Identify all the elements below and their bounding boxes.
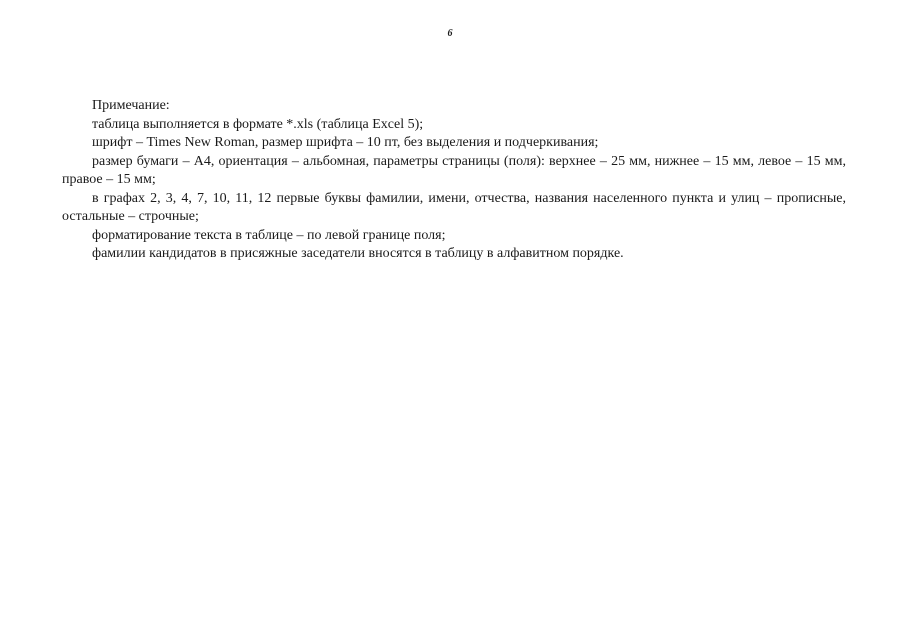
- note-item-paper-size: размер бумаги – А4, ориентация – альбомная, параметры страницы (поля): верхнее – 25 мм, нижнее – 15 мм, левое – 15 мм, правое – 15 мм;: [62, 153, 846, 187]
- note-item-font: шрифт – Times New Roman, размер шрифта – 10 пт, без выделения и подчеркивания;: [92, 135, 599, 150]
- note-heading: Примечание:: [92, 98, 170, 113]
- note-item-capitalization: в графах 2, 3, 4, 7, 10, 11, 12 первые буквы фамилии, имени, отчества, названия населенного пункта и улиц – прописные, остальные – строчные;: [62, 190, 846, 224]
- note-block: [62, 97, 846, 264]
- note-item-file-format: таблица выполняется в формате *.xls (таблица Excel 5);: [92, 116, 424, 132]
- note-item-alignment: форматирование текста в таблице – по левой границе поля;: [92, 227, 446, 243]
- note-item-alphabetical-order: фамилии кандидатов в присяжные заседатели вносятся в таблицу в алфавитном порядке.: [92, 246, 624, 261]
- page-number: 6: [447, 28, 453, 39]
